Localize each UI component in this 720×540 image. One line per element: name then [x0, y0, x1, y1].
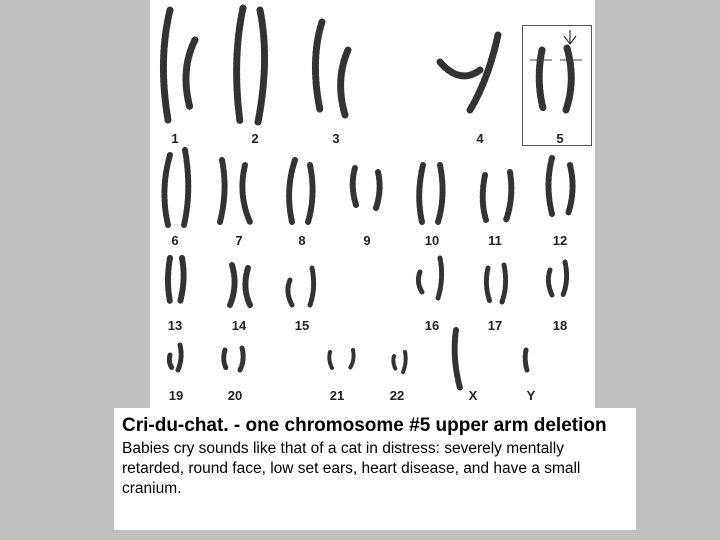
label-chromosome-19: 19 [168, 388, 184, 403]
chromosome-1b [186, 40, 195, 108]
chromosome-3a [315, 22, 322, 110]
label-chromosome-20: 20 [227, 388, 243, 403]
caption-title: Cri-du-chat. - one chromosome #5 upper arm deletion [122, 415, 607, 436]
label-chromosome-17: 17 [487, 318, 503, 333]
caption-box [114, 408, 636, 530]
chromosome-14a [230, 265, 235, 305]
chromosome-15a [288, 280, 292, 305]
chromosome-11a [483, 175, 486, 220]
chromosome-9b [376, 172, 380, 208]
chromosome-8a [289, 160, 295, 222]
label-chromosome-5: 5 [556, 131, 564, 146]
chromosome-13b [180, 258, 184, 302]
chromosome-8b [308, 165, 313, 222]
chromosome-15b [310, 268, 314, 305]
chromosome-2b [258, 10, 265, 122]
chromosome-22b [403, 352, 406, 372]
chromosome-10b [438, 165, 443, 222]
chromosome-19b [178, 345, 181, 370]
label-chromosome-12: 12 [552, 233, 568, 248]
label-chromosome-7: 7 [235, 233, 243, 248]
label-chromosome-3: 3 [332, 131, 340, 146]
label-chromosome-4: 4 [476, 131, 484, 146]
chromosome-3b [341, 50, 348, 115]
label-chromosome-21: 21 [329, 388, 345, 403]
label-chromosome-x: X [468, 388, 478, 403]
chromosome-19a [169, 355, 172, 368]
chromosome-14b [245, 268, 250, 305]
chromosome-10a [419, 165, 423, 222]
chromosome-9a [353, 168, 356, 205]
label-chromosome-14: 14 [231, 318, 247, 333]
label-chromosome-18: 18 [552, 318, 568, 333]
chromosome-20b [240, 348, 243, 370]
label-chromosome-11: 11 [488, 233, 502, 248]
chromosome-11b [506, 172, 511, 220]
label-chromosome-10: 10 [424, 233, 440, 248]
label-chromosome-22: 22 [389, 388, 405, 403]
chromosome-1a [163, 10, 170, 120]
chromosome-13a [168, 258, 170, 302]
chromosome-6a [164, 155, 170, 225]
chromosome-17a [486, 268, 490, 302]
label-chromosome-15: 15 [294, 318, 310, 333]
label-chromosome-1: 1 [171, 131, 179, 146]
label-chromosome-6: 6 [171, 233, 179, 248]
label-chromosome-y: Y [526, 388, 536, 403]
chromosome-2a [237, 8, 243, 122]
chromosome-17b [502, 265, 506, 302]
chromosome-21b [350, 350, 354, 368]
chromosome-7b [242, 165, 250, 222]
label-chromosome-13: 13 [167, 318, 183, 333]
chromosome-12a [549, 158, 553, 214]
chromosome-y [525, 350, 527, 370]
karyotype-image [150, 0, 595, 410]
label-chromosome-9: 9 [363, 233, 371, 248]
chromosome-18a [548, 270, 552, 295]
chromosome-16b [438, 258, 442, 298]
chromosome-x [455, 330, 460, 388]
chromosome-18b [563, 262, 567, 295]
chromosome-20a [224, 350, 226, 368]
label-chromosome-8: 8 [298, 233, 306, 248]
label-chromosome-16: 16 [424, 318, 440, 333]
chromosome-4a [440, 62, 480, 76]
chromosome-7a [220, 160, 225, 222]
chromosome-21a [329, 352, 332, 368]
chromosome-5-highlight-box [522, 25, 592, 146]
chromosome-16a [418, 272, 422, 292]
caption-body: Babies cry sounds like that of a cat in distress: severely mentally retarded, round face, low set ears, heart disease, and have a small cranium. [122, 440, 581, 497]
chromosome-6b [184, 150, 188, 225]
chromosome-22a [393, 356, 396, 370]
label-chromosome-2: 2 [251, 131, 259, 146]
chromosome-12b [568, 165, 573, 214]
